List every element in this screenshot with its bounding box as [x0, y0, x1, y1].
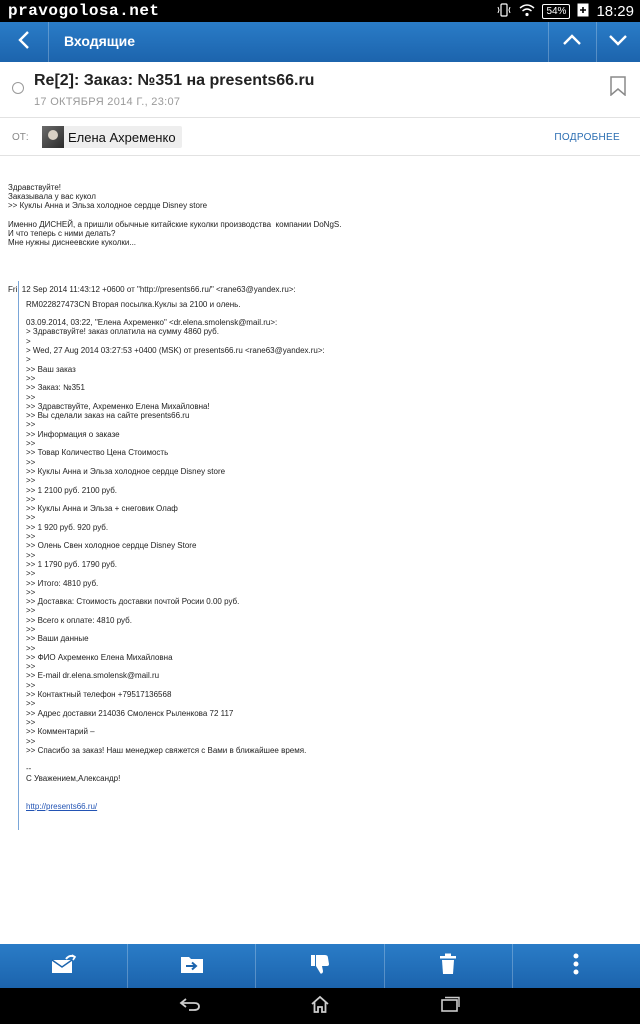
quote-line: >> 1 1790 руб. 1790 руб.	[26, 559, 118, 569]
quote-line	[26, 309, 618, 318]
quote-line: >> Вы сделали заказ на сайте presents66.ru	[26, 411, 190, 421]
quote-line: >> Адрес доставки 214036 Смоленск Рыленкова 72 117	[26, 708, 234, 718]
quote-line: >> Здравствуйте, Ахременко Елена Михайловна!	[26, 401, 210, 411]
quote-line: >> Комментарий –	[26, 727, 95, 737]
quote-line: >> Куклы Анна и Эльза + снеговик Олаф	[26, 504, 178, 514]
reply-button[interactable]	[0, 944, 128, 988]
body-line	[8, 248, 628, 257]
sender-chip[interactable]	[42, 126, 182, 148]
system-nav-bar	[0, 988, 640, 1024]
bookmark-icon	[610, 83, 626, 100]
watermark: pravogolosa.net	[4, 2, 164, 20]
reply-icon	[51, 954, 77, 979]
quote-line: >>	[26, 457, 36, 467]
quote-line: >>	[26, 643, 36, 653]
quoted-text	[26, 300, 618, 783]
action-bar	[0, 22, 640, 62]
quote-line: >> 1 2100 руб. 2100 руб.	[26, 485, 118, 495]
charging-icon	[577, 3, 589, 20]
action-bar-divider	[548, 22, 549, 62]
from-label: ОТ:	[12, 132, 29, 143]
quote-line: --	[26, 764, 32, 774]
folder-title: Входящие	[64, 33, 135, 49]
battery-icon: 54%	[542, 4, 570, 19]
quote-line: >	[26, 336, 31, 346]
avatar	[42, 126, 64, 148]
quote-line: >> Спасибо за заказ! Наш менеджер свяжется с Вами в ближайшее время.	[26, 745, 307, 755]
back-icon	[179, 997, 201, 1016]
body-line	[8, 210, 628, 219]
quote-line: >>	[26, 606, 36, 616]
more-button[interactable]	[513, 944, 640, 988]
previous-message-button[interactable]	[550, 22, 594, 62]
system-back-button[interactable]	[170, 994, 210, 1018]
quote-line: >>	[26, 624, 36, 634]
quote-line: >> Товар Количество Цена Стоимость	[26, 448, 169, 458]
recent-apps-icon	[440, 996, 460, 1017]
body-line: Заказывала у вас кукол	[8, 191, 96, 201]
body-text	[8, 183, 628, 295]
body-line	[8, 266, 628, 275]
quote-line: >>	[26, 569, 36, 579]
status-icons	[496, 0, 634, 22]
quote-line: >>	[26, 373, 36, 383]
message-subject: Re[2]: Заказ: №351 на presents66.ru	[34, 72, 315, 89]
delete-button[interactable]	[385, 944, 513, 988]
quote-line: > Wed, 27 Aug 2014 03:27:53 +0400 (MSK) от presents66.ru <rane63@yandex.ru>:	[26, 346, 325, 356]
quote-line: >>	[26, 392, 36, 402]
quote-line: >>	[26, 532, 36, 542]
back-button[interactable]	[0, 22, 48, 62]
quote-line: >>	[26, 587, 36, 597]
body-line: Здравствуйте!	[8, 182, 62, 192]
quote-line: >>	[26, 699, 36, 709]
details-link[interactable]: ПОДРОБНЕЕ	[554, 132, 620, 143]
wifi-icon	[519, 3, 535, 20]
next-message-button[interactable]	[596, 22, 640, 62]
more-icon	[573, 953, 579, 980]
quote-line: >>	[26, 513, 36, 523]
body-line: И что теперь с ними делать?	[8, 229, 116, 239]
home-icon	[310, 995, 330, 1018]
quote-line: >> Заказ: №351	[26, 383, 85, 393]
quote-line: >> 1 920 руб. 920 руб.	[26, 522, 109, 532]
quote-line: >>	[26, 476, 36, 486]
quote-line: >>	[26, 494, 36, 504]
system-recent-button[interactable]	[430, 994, 470, 1018]
quote-line: >> Контактный телефон +79517136568	[26, 690, 172, 700]
quote-line: >> E-mail dr.elena.smolensk@mail.ru	[26, 671, 160, 681]
quote-line: >> Ваши данные	[26, 634, 89, 644]
delete-icon	[439, 953, 457, 980]
chevron-up-icon	[562, 33, 582, 51]
quote-line: С Уважением,Александр!	[26, 773, 121, 783]
quote-line: >>	[26, 736, 36, 746]
chevron-down-icon	[608, 33, 628, 51]
quote-line: >	[26, 355, 31, 365]
quote-line: > Здравствуйте! заказ оплатила на сумму 4860 руб.	[26, 327, 219, 337]
body-line: >> Куклы Анна и Эльза холодное сердце Disney store	[8, 201, 208, 211]
quoted-message	[18, 281, 618, 830]
quote-line: >> Куклы Анна и Эльза холодное сердце Disney store	[26, 466, 226, 476]
move-button[interactable]	[128, 944, 256, 988]
system-home-button[interactable]	[300, 994, 340, 1018]
signature-link[interactable]: http://presents66.ru/	[26, 801, 98, 811]
message-date: 17 ОКТЯБРЯ 2014 Г., 23:07	[34, 96, 181, 108]
bookmark-button[interactable]	[610, 76, 626, 101]
sender-name: Елена Ахременко	[68, 129, 176, 145]
clock: 18:29	[596, 2, 634, 20]
vibrate-icon	[496, 3, 512, 20]
body-line: Fri, 12 Sep 2014 11:43:12 +0600 от "http://presents66.ru/" <rane63@yandex.ru>:	[8, 284, 296, 294]
body-line: Мне нужны диснеевские куколки...	[8, 238, 137, 248]
message-header	[0, 62, 640, 118]
quote-line: >> Олень Свен холодное сердце Disney Store	[26, 541, 197, 551]
bottom-toolbar	[0, 944, 640, 988]
quote-line: >>	[26, 717, 36, 727]
action-bar-divider	[48, 22, 49, 62]
quote-line: >>	[26, 662, 36, 672]
quote-line: 03.09.2014, 03:22, "Елена Ахременко" <dr.elena.smolensk@mail.ru>:	[26, 318, 278, 328]
quote-line: >> Информация о заказе	[26, 429, 120, 439]
quote-line: >>	[26, 550, 36, 560]
quote-line: RM022827473CN Вторая посылка.Куклы за 2100 и олень.	[26, 299, 241, 309]
quote-line: >>	[26, 420, 36, 430]
quote-line: >>	[26, 680, 36, 690]
quote-line: >> Итого: 4810 руб.	[26, 578, 99, 588]
body-line: Именно ДИСНЕЙ, а пришли обычные китайские куколки производства компании DoNgS.	[8, 219, 342, 229]
read-status-toggle[interactable]	[12, 82, 24, 94]
quote-line: >> Доставка: Стоимость доставки почтой Росии 0.00 руб.	[26, 597, 240, 607]
move-to-folder-icon	[180, 954, 204, 979]
message-body	[8, 164, 628, 811]
spam-icon	[309, 953, 331, 980]
from-row	[0, 118, 640, 156]
quote-line: >> Всего к оплате: 4810 руб.	[26, 615, 132, 625]
quote-line: >> Ваш заказ	[26, 364, 76, 374]
quote-line	[26, 755, 618, 764]
body-line	[8, 257, 628, 266]
quote-line: >> ФИО Ахременко Елена Михайловна	[26, 652, 173, 662]
quote-line: >>	[26, 439, 36, 449]
spam-button[interactable]	[256, 944, 384, 988]
back-arrow-icon	[17, 30, 31, 55]
